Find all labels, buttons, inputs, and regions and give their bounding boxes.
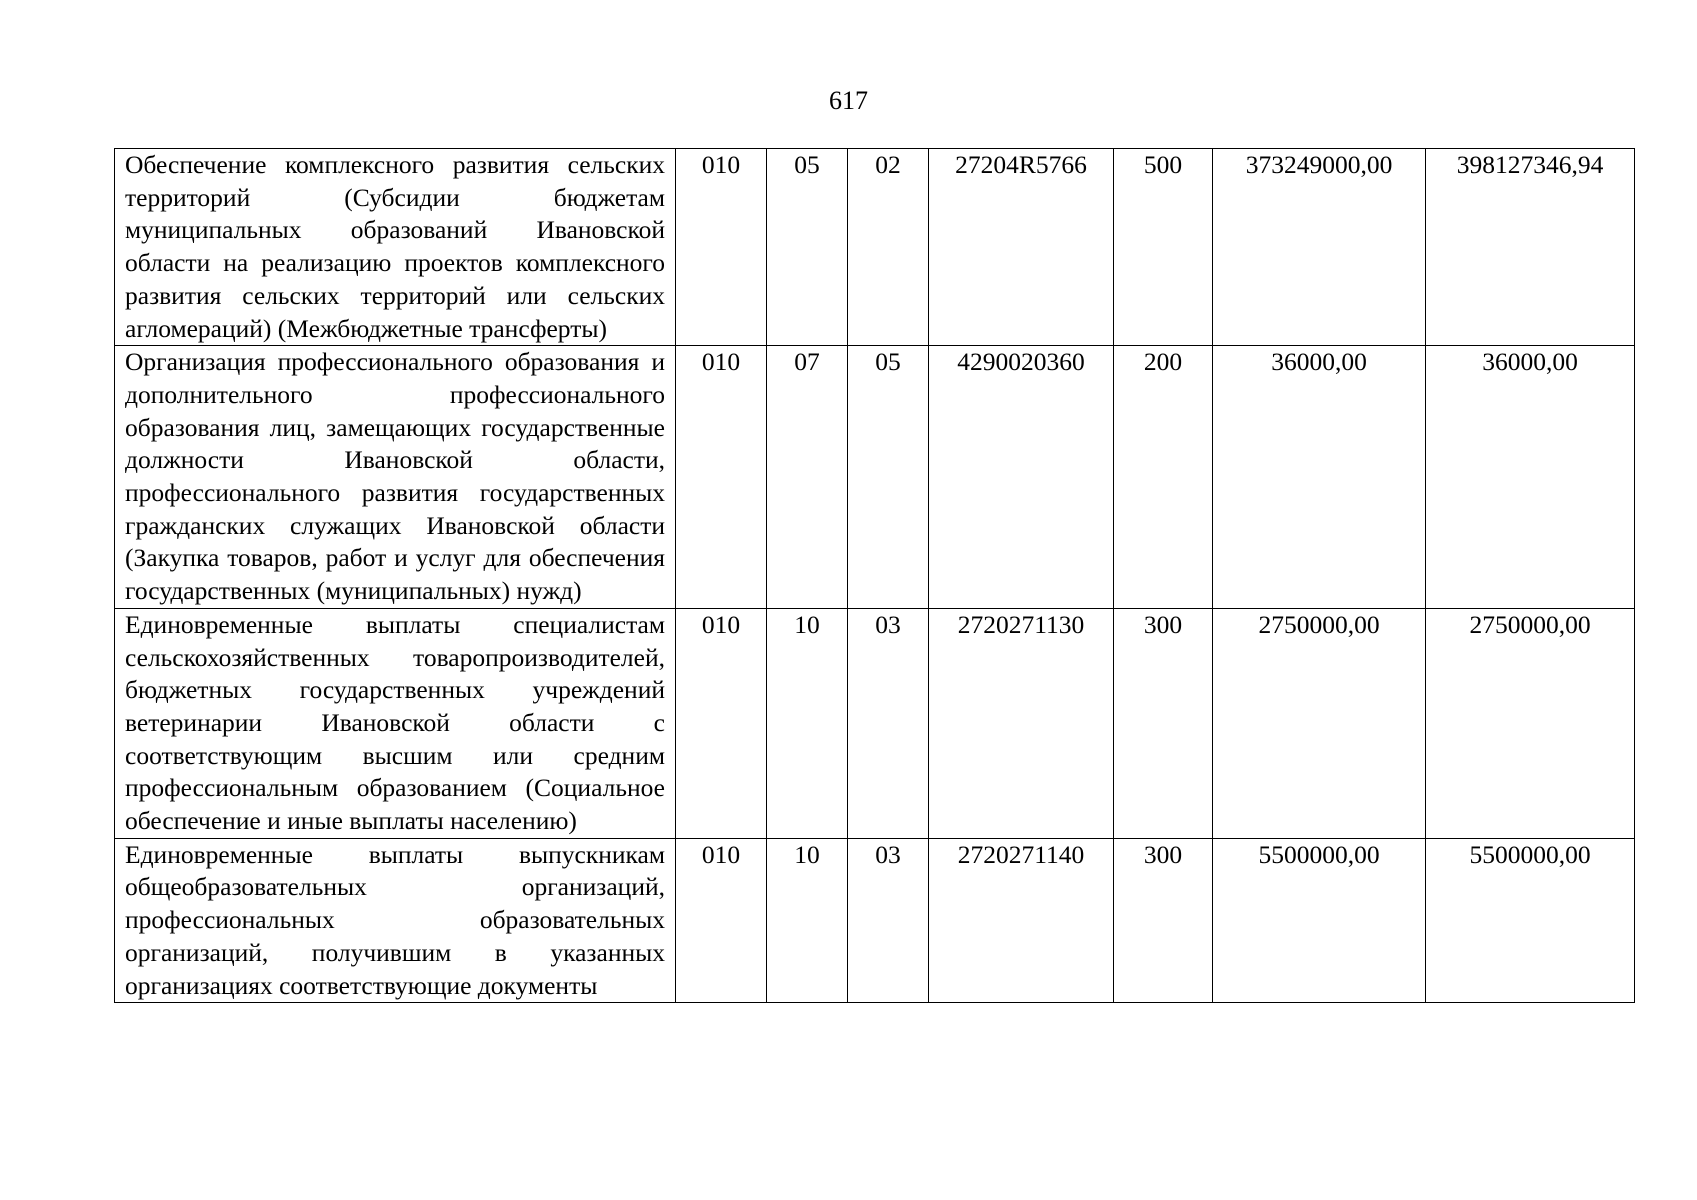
row-description: Единовременные выплаты специалистам сельскохозяйственных товаропроизводителей, бюджетных государственных учреждений ветеринарии Ивановской области с соответствующим высшим или средним профессиональным образованием (Социальное обеспечение и иные выплаты населению) [115,608,676,838]
expense-type-code: 300 [1114,838,1213,1003]
subsection-code: 02 [848,149,929,346]
sum-year-2: 36000,00 [1426,346,1635,609]
row-description: Обеспечение комплексного развития сельских территорий (Субсидии бюджетам муниципальных образований Ивановской области на реализацию проектов комплексного развития сельских территорий или сельских агломераций) (Межбюджетные трансферты) [115,149,676,346]
table-row [115,346,1635,609]
budget-table [114,148,1635,1003]
table-row [115,608,1635,838]
ministry-code: 010 [676,608,767,838]
sum-year-1: 2750000,00 [1213,608,1426,838]
table-row [115,149,1635,346]
expense-type-code: 200 [1114,346,1213,609]
section-code: 07 [767,346,848,609]
section-code: 10 [767,608,848,838]
section-code: 05 [767,149,848,346]
ministry-code: 010 [676,838,767,1003]
expense-type-code: 300 [1114,608,1213,838]
target-article-code: 2720271140 [929,838,1114,1003]
sum-year-2: 5500000,00 [1426,838,1635,1003]
row-description: Организация профессионального образования и дополнительного профессионального образования лиц, замещающих государственные должности Ивановской области, профессионального развития государственных гражданских служащих Ивановской области (Закупка товаров, работ и услуг для обеспечения государственных (муниципальных) нужд) [115,346,676,609]
sum-year-1: 373249000,00 [1213,149,1426,346]
table-row [115,838,1635,1003]
row-description: Единовременные выплаты выпускникам общеобразовательных организаций, профессиональных образовательных организаций, получившим в указанных организациях соответствующие документы [115,838,676,1003]
subsection-code: 03 [848,838,929,1003]
target-article-code: 4290020360 [929,346,1114,609]
sum-year-1: 36000,00 [1213,346,1426,609]
page-number: 617 [829,86,868,115]
expense-type-code: 500 [1114,149,1213,346]
sum-year-1: 5500000,00 [1213,838,1426,1003]
target-article-code: 2720271130 [929,608,1114,838]
subsection-code: 05 [848,346,929,609]
section-code: 10 [767,838,848,1003]
ministry-code: 010 [676,149,767,346]
ministry-code: 010 [676,346,767,609]
target-article-code: 27204R5766 [929,149,1114,346]
sum-year-2: 2750000,00 [1426,608,1635,838]
sum-year-2: 398127346,94 [1426,149,1635,346]
subsection-code: 03 [848,608,929,838]
